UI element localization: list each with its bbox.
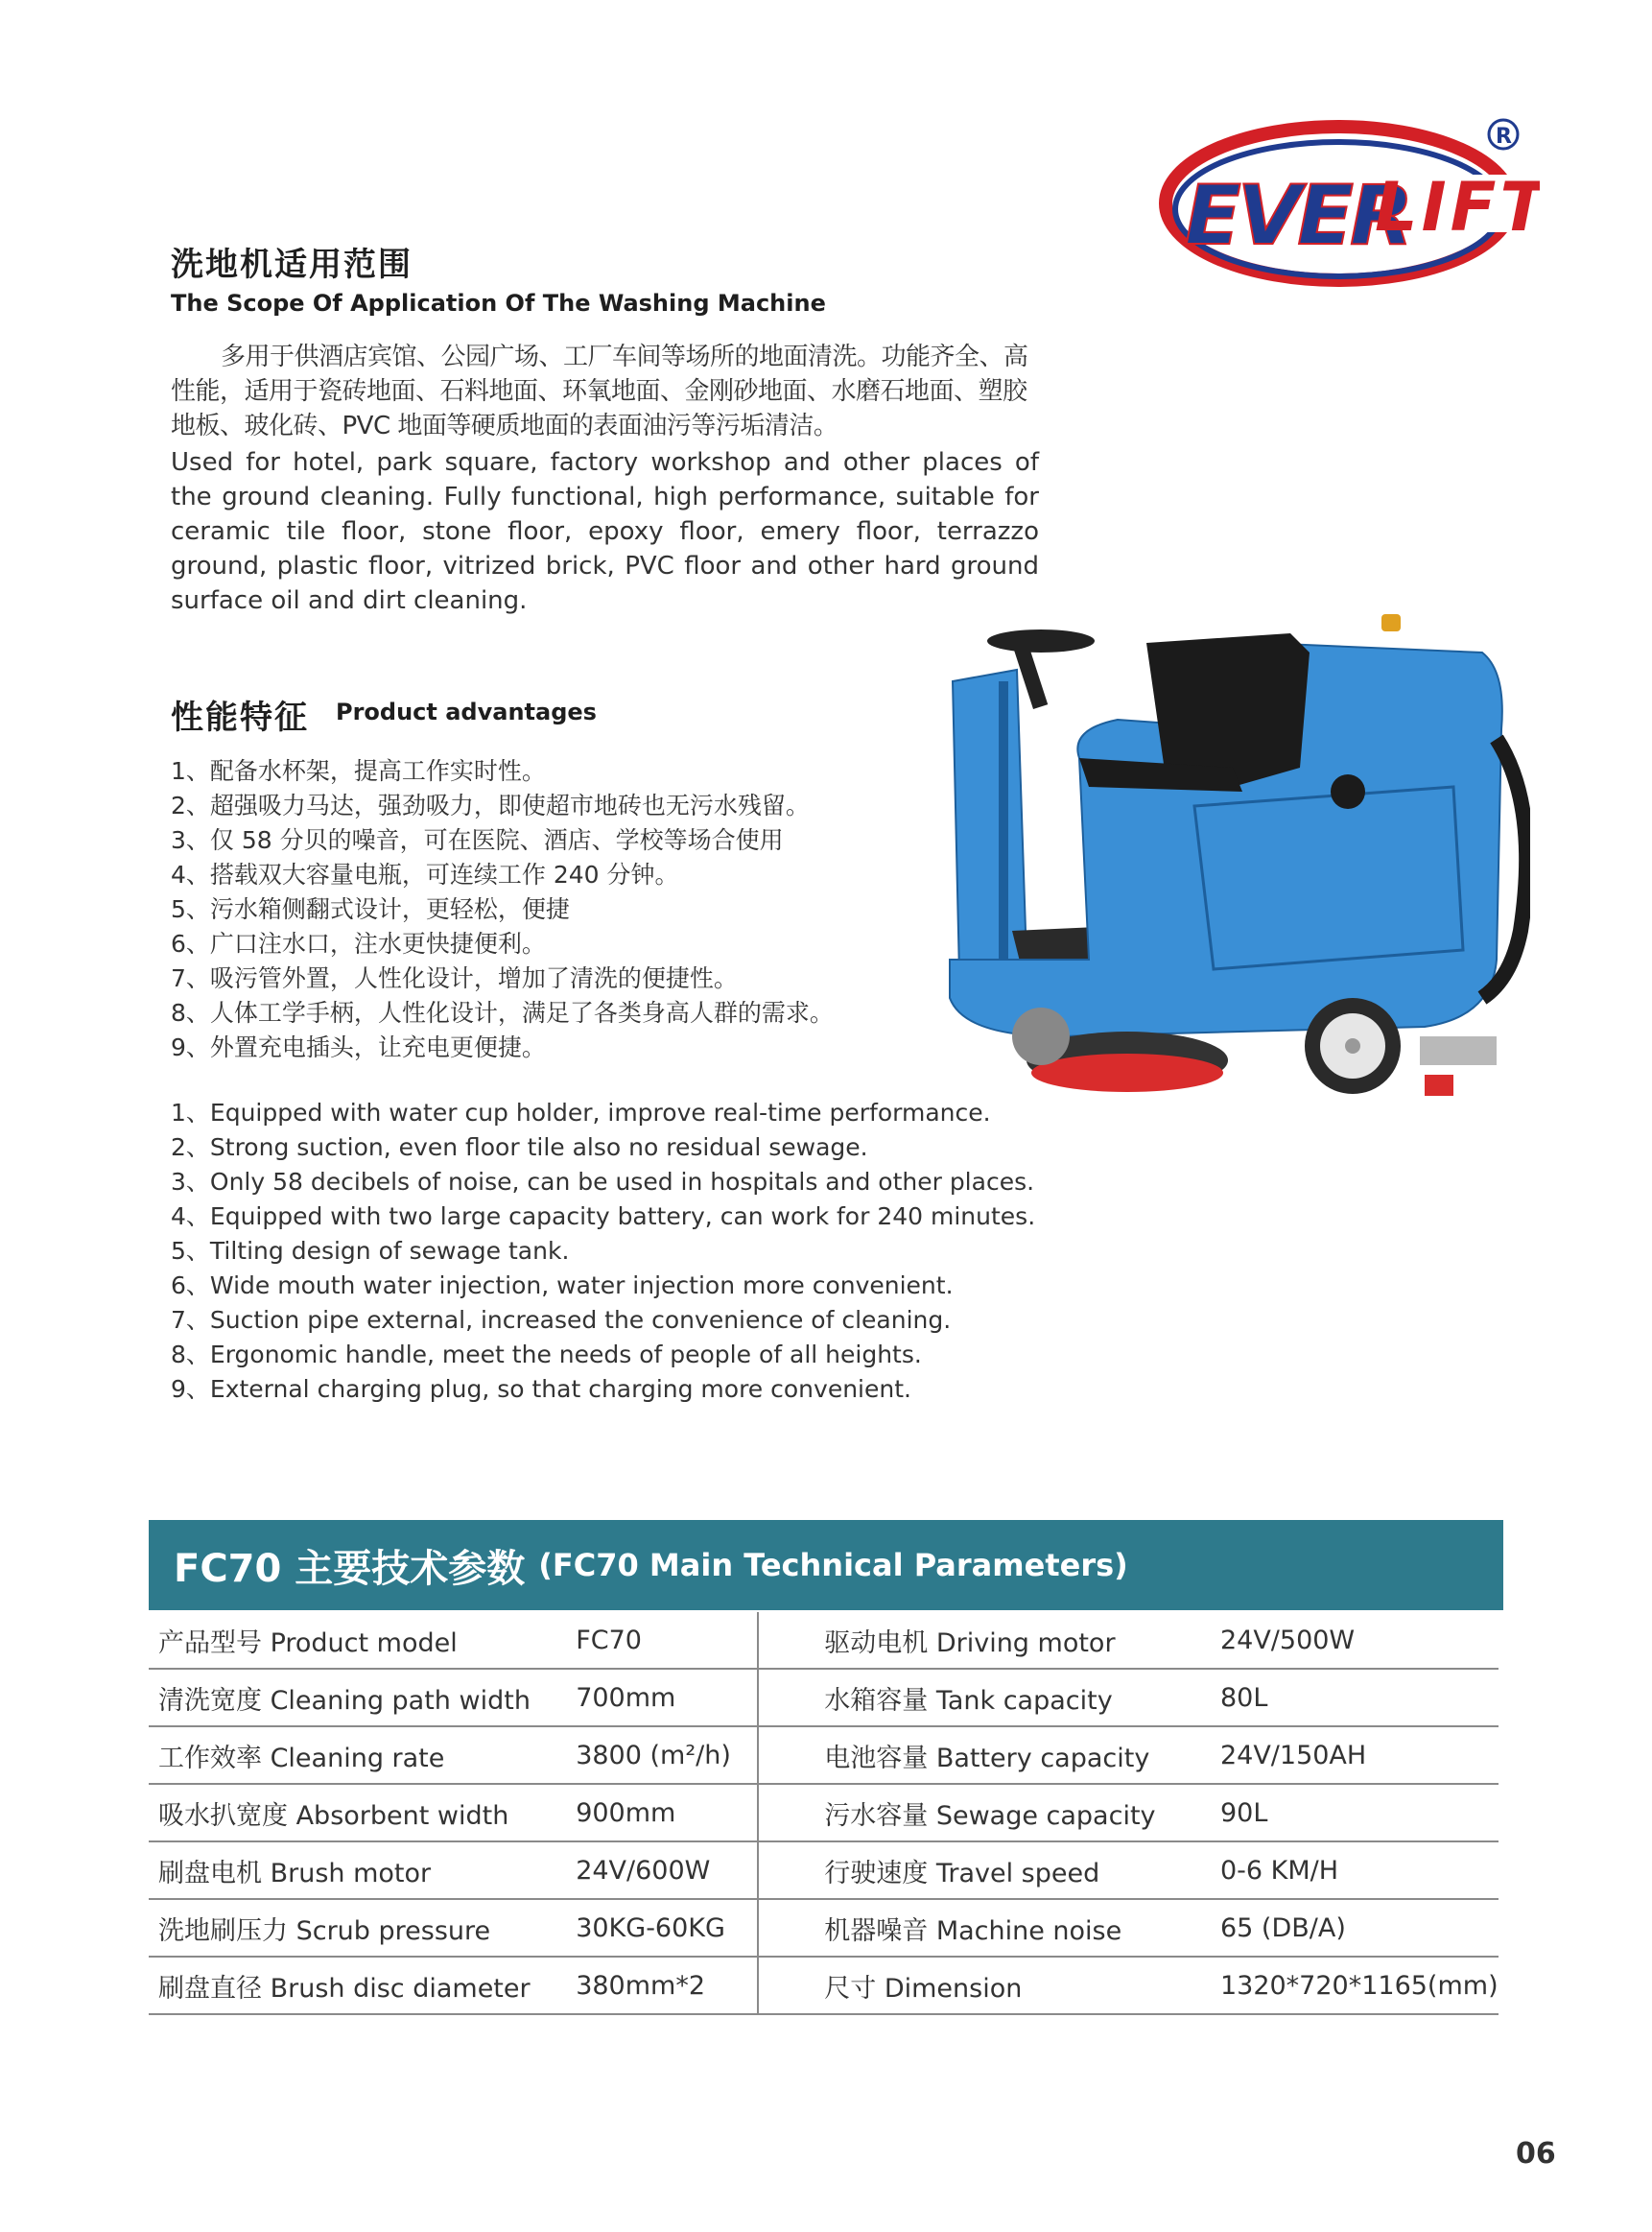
- advantage-item-cn: 5、污水箱侧翻式设计，更轻松，便捷: [171, 895, 570, 923]
- svg-text:LIFT: LIFT: [1375, 168, 1540, 247]
- param-label: 清洗宽度 Cleaning path width: [149, 1669, 576, 1726]
- param-value: 1320*720*1165(mm): [1220, 1957, 1499, 2014]
- param-label: 刷盘直径 Brush disc diameter: [149, 1957, 576, 2014]
- advantage-item-cn: 1、配备水杯架，提高工作实时性。: [171, 757, 546, 785]
- advantage-item-cn: 9、外置充电插头，让充电更便捷。: [171, 1033, 546, 1061]
- table-row: [149, 1784, 1499, 1841]
- param-label: 刷盘电机 Brush motor: [149, 1841, 576, 1899]
- everlift-logo: [1156, 107, 1540, 299]
- param-value: 65 (DB/A): [1220, 1899, 1499, 1957]
- scope-description-cn: 多用于供酒店宾馆、公园广场、工厂车间等场所的地面清洗。功能齐全、高性能，适用于瓷砖地面、石料地面、环氧地面、金刚砂地面、水磨石地面、塑胶地板、玻化砖、PVC 地面等硬质地面的表面油污等污垢清洁。: [171, 343, 1028, 440]
- table-row: [149, 1899, 1499, 1957]
- advantage-item-en: 4、Equipped with two large capacity battery, can work for 240 minutes.: [171, 1202, 1036, 1230]
- param-label: 工作效率 Cleaning rate: [149, 1726, 576, 1784]
- advantage-item-en: 8、Ergonomic handle, meet the needs of people of all heights.: [171, 1341, 922, 1368]
- table-row: [149, 1841, 1499, 1899]
- advantage-item-cn: 6、广口注水口，注水更快捷便利。: [171, 930, 546, 958]
- parameters-title-cn: FC70 主要技术参数: [174, 1546, 526, 1591]
- advantage-item-cn: 7、吸污管外置，人性化设计，增加了清洗的便捷性。: [171, 964, 738, 992]
- param-label: 吸水扒宽度 Absorbent width: [149, 1784, 576, 1841]
- parameters-title-en: (FC70 Main Technical Parameters): [538, 1547, 1128, 1583]
- param-label: 洗地刷压力 Scrub pressure: [149, 1899, 576, 1957]
- param-value: 0-6 KM/H: [1220, 1841, 1499, 1899]
- table-row: [149, 1957, 1499, 2014]
- advantages-title-en: Product advantages: [336, 699, 597, 725]
- param-value: 24V/600W: [576, 1841, 758, 1899]
- scope-title-cn: 洗地机适用范围: [171, 246, 413, 284]
- parameters-header: [149, 1520, 1503, 1610]
- param-label: 产品型号 Product model: [149, 1612, 576, 1669]
- param-value: 900mm: [576, 1784, 758, 1841]
- param-label: 驱动电机 Driving motor: [758, 1612, 1220, 1669]
- advantage-item-en: 2、Strong suction, even floor tile also no residual sewage.: [171, 1133, 868, 1161]
- param-label: 污水容量 Sewage capacity: [758, 1784, 1220, 1841]
- advantages-list-en: [171, 1096, 1063, 1407]
- advantage-item-en: 7、Suction pipe external, increased the convenience of cleaning.: [171, 1306, 952, 1334]
- scope-title-en: The Scope Of Application Of The Washing Machine: [171, 290, 826, 317]
- param-label: 水箱容量 Tank capacity: [758, 1669, 1220, 1726]
- advantage-item-en: 6、Wide mouth water injection, water injection more convenient.: [171, 1271, 954, 1299]
- param-label: 尺寸 Dimension: [758, 1957, 1220, 2014]
- advantages-list-cn: [171, 754, 1034, 1065]
- param-value: 24V/500W: [1220, 1612, 1499, 1669]
- advantage-item-cn: 3、仅 58 分贝的噪音，可在医院、酒店、学校等场合使用: [171, 826, 784, 854]
- svg-text:EVER: EVER: [1185, 168, 1410, 264]
- advantage-item-en: 1、Equipped with water cup holder, improve real-time performance.: [171, 1099, 991, 1127]
- table-row: [149, 1726, 1499, 1784]
- advantage-item-en: 5、Tilting design of sewage tank.: [171, 1237, 570, 1265]
- scope-description-en: Used for hotel, park square, factory workshop and other places of the ground cleaning. Fully functional, high performance, suitable for ceramic tile floor, stone floor, epoxy floor, emery floor, terrazzo ground, plastic floor, vitrized brick, PVC floor and other hard ground surface oil and dirt cleaning.: [171, 448, 1039, 615]
- param-label: 行驶速度 Travel speed: [758, 1841, 1220, 1899]
- advantage-item-cn: 4、搭载双大容量电瓶，可连续工作 240 分钟。: [171, 861, 679, 889]
- param-label: 电池容量 Battery capacity: [758, 1726, 1220, 1784]
- param-label: 机器噪音 Machine noise: [758, 1899, 1220, 1957]
- floor-scrubber-image: [945, 614, 1530, 1113]
- param-value: 30KG-60KG: [576, 1899, 758, 1957]
- advantage-item-cn: 2、超强吸力马达，强劲吸力，即使超市地砖也无污水残留。: [171, 792, 810, 819]
- parameters-table: [149, 1612, 1499, 2015]
- param-value: 24V/150AH: [1220, 1726, 1499, 1784]
- advantages-title-cn: 性能特征: [171, 699, 309, 737]
- page-number: 06: [1516, 2137, 1556, 2171]
- table-row: [149, 1669, 1499, 1726]
- advantage-item-en: 3、Only 58 decibels of noise, can be used in hospitals and other places.: [171, 1168, 1035, 1196]
- param-value: 3800 (m²/h): [576, 1726, 758, 1784]
- param-value: FC70: [576, 1612, 758, 1669]
- table-row: [149, 1612, 1499, 1669]
- param-value: 80L: [1220, 1669, 1499, 1726]
- advantage-item-cn: 8、人体工学手柄，人性化设计，满足了各类身高人群的需求。: [171, 999, 834, 1027]
- param-value: 700mm: [576, 1669, 758, 1726]
- param-value: 90L: [1220, 1784, 1499, 1841]
- param-value: 380mm*2: [576, 1957, 758, 2014]
- advantage-item-en: 9、External charging plug, so that charging more convenient.: [171, 1375, 911, 1403]
- svg-text:R: R: [1496, 125, 1512, 149]
